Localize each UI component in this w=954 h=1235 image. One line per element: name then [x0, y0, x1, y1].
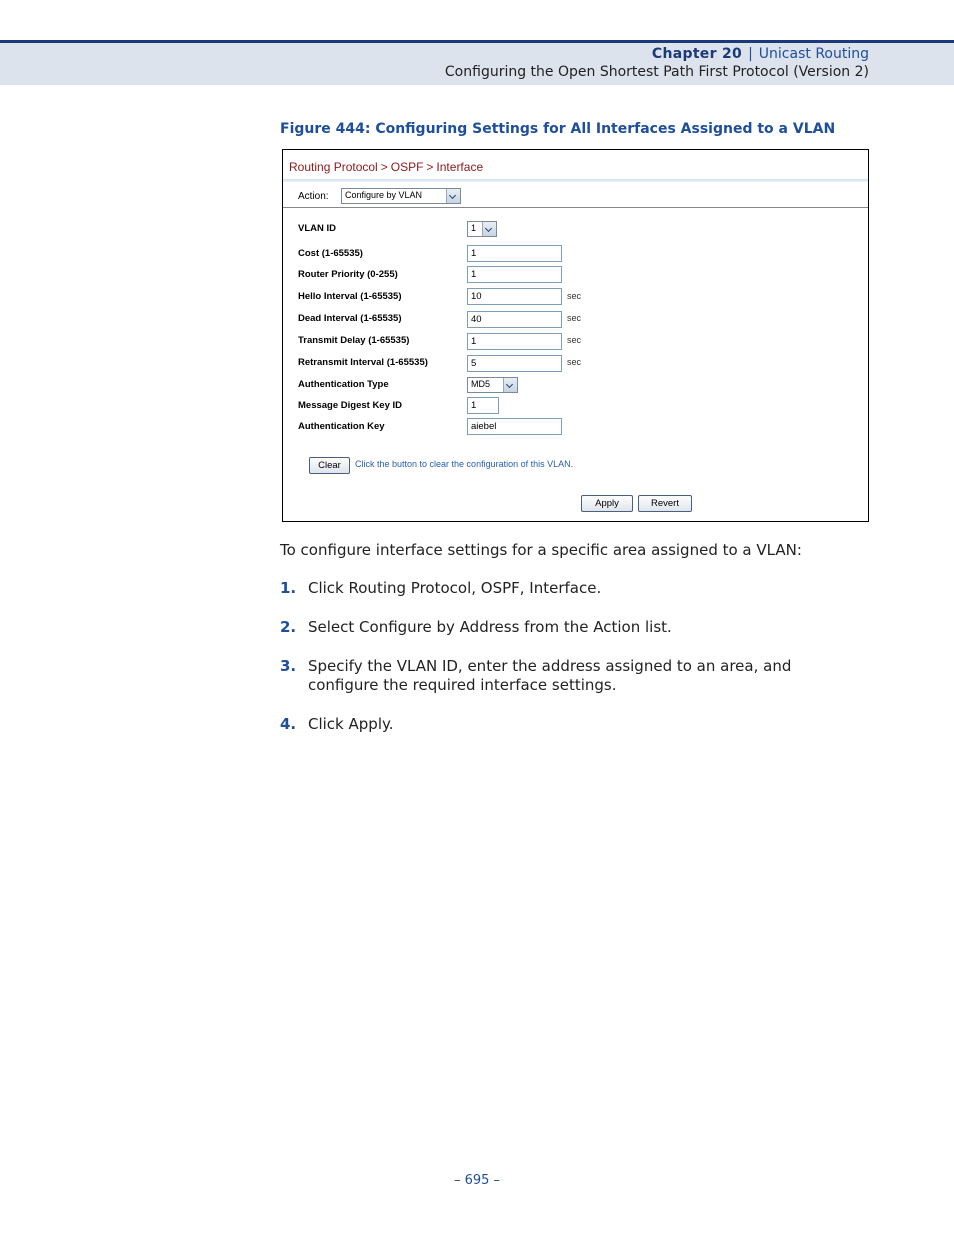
vlan-id-select-value: 1 — [471, 223, 477, 233]
page-number: – 695 – — [453, 1173, 501, 1188]
hello-interval-label: Hello Interval (1-65535) — [298, 291, 402, 302]
title-rule — [283, 179, 868, 182]
screenshot-figure — [282, 149, 869, 522]
cost-input[interactable] — [467, 245, 562, 262]
action-label: Action: — [298, 191, 329, 202]
chevron-down-icon[interactable] — [503, 378, 517, 392]
router-priority-input[interactable] — [467, 266, 562, 283]
chevron-down-icon[interactable] — [446, 189, 460, 203]
dead-interval-label: Dead Interval (1-65535) — [298, 313, 402, 324]
dead-interval-input[interactable] — [467, 311, 562, 328]
transmit-delay-input-value: 1 — [471, 336, 477, 347]
breadcrumb-ospf[interactable]: OSPF — [390, 160, 424, 174]
chapter-title: Unicast Routing — [758, 46, 869, 62]
dead-interval-unit: sec — [567, 313, 582, 323]
chevron-down-icon[interactable] — [482, 222, 496, 236]
auth-type-select-value: MD5 — [471, 379, 491, 389]
transmit-delay-unit: sec — [567, 335, 582, 345]
revert-button[interactable]: Revert — [638, 495, 692, 512]
clear-note: Click the button to clear the configuration of this VLAN. — [355, 459, 574, 469]
running-header-chapter — [652, 46, 869, 62]
chapter-label: Chapter 20 — [651, 46, 743, 62]
step-number: 3. — [280, 657, 297, 675]
digest-key-id-input[interactable] — [467, 397, 499, 414]
action-select[interactable] — [341, 188, 461, 204]
breadcrumb-separator: > — [426, 160, 434, 174]
hello-interval-unit: sec — [567, 291, 582, 301]
auth-type-select[interactable] — [467, 377, 518, 393]
vlan-id-label: VLAN ID — [298, 223, 336, 234]
retransmit-interval-input[interactable] — [467, 355, 562, 372]
digest-key-id-input-value: 1 — [471, 400, 477, 411]
intro-paragraph: To configure interface settings for a specific area assigned to a VLAN: — [280, 541, 802, 559]
breadcrumb — [289, 160, 483, 174]
clear-button[interactable]: Clear — [309, 457, 350, 474]
apply-button[interactable]: Apply — [581, 495, 633, 512]
section-divider — [283, 207, 868, 208]
step-number: 4. — [280, 715, 297, 733]
router-priority-label: Router Priority (0-255) — [298, 269, 398, 280]
auth-key-input[interactable] — [467, 418, 562, 435]
step-text: Click Apply. — [308, 715, 394, 733]
step-text: Select Configure by Address from the Action list. — [308, 618, 672, 636]
breadcrumb-routing-protocol[interactable]: Routing Protocol — [289, 160, 378, 174]
router-priority-input-value: 1 — [471, 269, 477, 280]
cost-input-value: 1 — [471, 248, 477, 259]
transmit-delay-input[interactable] — [467, 333, 562, 350]
step-number: 2. — [280, 618, 297, 636]
retransmit-interval-unit: sec — [567, 357, 582, 367]
running-header-section: Configuring the Open Shortest Path First Protocol (Version 2) — [444, 64, 869, 80]
cost-label: Cost (1-65535) — [298, 248, 363, 259]
transmit-delay-label: Transmit Delay (1-65535) — [298, 335, 410, 346]
step-number: 1. — [280, 579, 297, 597]
retransmit-interval-label: Retransmit Interval (1-65535) — [298, 357, 428, 368]
auth-type-label: Authentication Type — [298, 379, 389, 390]
hello-interval-input[interactable] — [467, 288, 562, 305]
action-select-value: Configure by VLAN — [345, 190, 423, 200]
hello-interval-input-value: 10 — [471, 291, 482, 302]
breadcrumb-separator: > — [380, 160, 388, 174]
retransmit-interval-input-value: 5 — [471, 358, 477, 369]
digest-key-id-label: Message Digest Key ID — [298, 400, 403, 411]
step-text: Specify the VLAN ID, enter the address assigned to an area, and — [308, 657, 792, 675]
figure-caption: Figure 444: Configuring Settings for All Interfaces Assigned to a VLAN — [280, 121, 836, 137]
auth-key-label: Authentication Key — [298, 421, 385, 432]
breadcrumb-interface[interactable]: Interface — [436, 160, 484, 174]
step-text-continued: configure the required interface settings. — [308, 676, 617, 694]
auth-key-input-value: aiebel — [471, 421, 497, 432]
header-separator: | — [748, 46, 753, 62]
dead-interval-input-value: 40 — [471, 314, 482, 325]
vlan-id-select[interactable] — [467, 221, 497, 237]
step-text: Click Routing Protocol, OSPF, Interface. — [308, 579, 602, 597]
